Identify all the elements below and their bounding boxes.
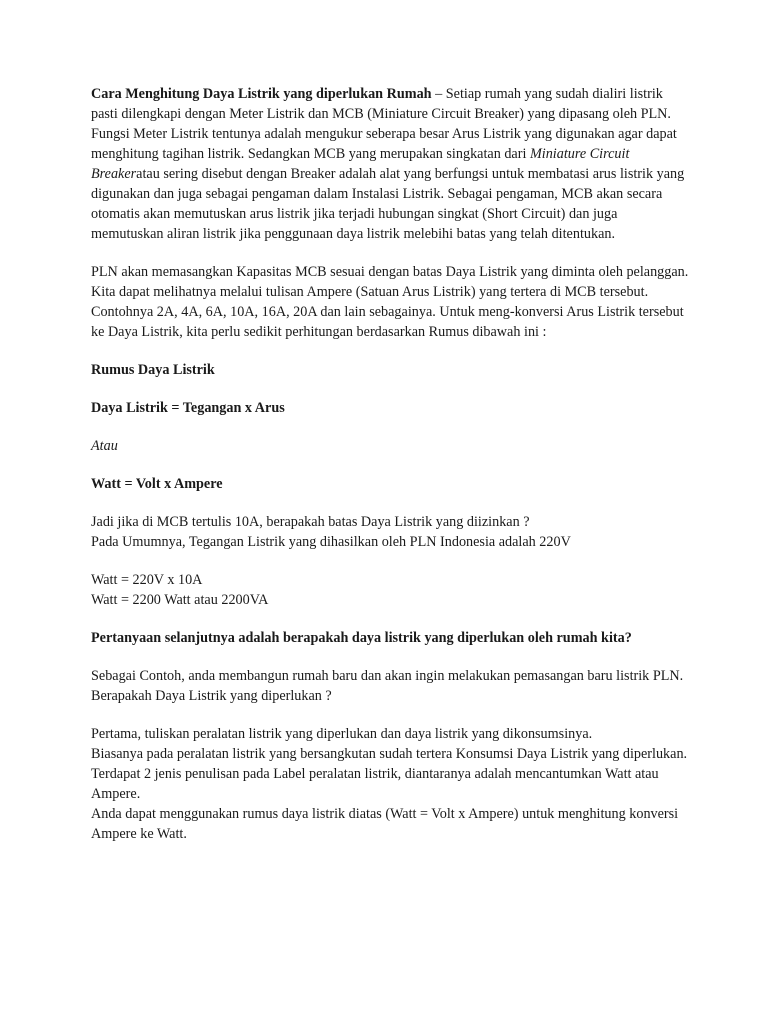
pertama-paragraph: Pertama, tuliskan peralatan listrik yang diperlukan dan daya listrik yang dikonsumsinya. [91,726,593,742]
intro-text: – Setiap rumah yang sudah dialiri listrik pasti dilengkapi dengan Meter Listrik dan MCB (Miniature Circuit Breaker) yang dipasang oleh PLN. Fungsi Meter Listrik tentunya adalah mengukur seberapa besar Arus Listrik yang digunakan agar dapat menghitung tagihan listrik. Sedangkan MCB yang merupakan singkatan dari [91,86,677,162]
mcb-italic-term: Miniature Circuit Breaker [91,146,630,182]
question-heading: Pertanyaan selanjutnya adalah berapakah daya listrik yang diperlukan oleh rumah kita? [91,630,632,646]
rumus-heading: Rumus Daya Listrik [91,362,215,378]
formula-watt: Watt = Volt x Ampere [91,476,223,492]
contoh-paragraph: Sebagai Contoh, anda membangun rumah baru dan akan ingin melakukan pemasangan baru listrik PLN. Berapakah Daya Listrik yang diperlukan ? [91,668,684,704]
calc-line-2: Watt = 2200 Watt atau 2200VA [91,592,269,608]
biasanya-paragraph: Biasanya pada peralatan listrik yang bersangkutan sudah tertera Konsumsi Daya Listrik yang diperlukan. Terdapat 2 jenis penulisan pada Label peralatan listrik, diantaranya adalah mencantumkan Watt atau Ampere. [91,746,688,802]
pln-paragraph: PLN akan memasangkan Kapasitas MCB sesuai dengan batas Daya Listrik yang diminta oleh pelanggan. Kita dapat melihatnya melalui tulisan Ampere (Satuan Arus Listrik) yang tertera di MCB tersebut. Contohnya 2A, 4A, 6A, 10A, 16A, 20A dan lain sebagainya. Untuk meng-konversi Arus Listrik tersebut ke Daya Listrik, kita perlu sedikit perhitungan berdasarkan Rumus dibawah ini : [91,264,689,340]
document-page [91,84,691,844]
calc-line-1: Watt = 220V x 10A [91,572,203,588]
atau-text: Atau [91,438,118,454]
intro-text-continued: atau sering disebut dengan Breaker adalah alat yang berfungsi untuk membatasi arus listrik yang digunakan dan juga sebagai pengaman dalam Instalasi Listrik. Sebagai pengaman, MCB akan secara otomatis akan memutuskan arus listrik jika terjadi hubungan singkat (Short Circuit) dan juga memutuskan aliran listrik jika penggunaan daya listrik melebihi batas yang telah ditentukan. [91,166,685,242]
intro-paragraph [91,84,691,244]
article-title: Cara Menghitung Daya Listrik yang diperlukan Rumah [91,86,432,102]
example-line-1: Jadi jika di MCB tertulis 10A, berapakah batas Daya Listrik yang diizinkan ? [91,514,530,530]
anda-paragraph: Anda dapat menggunakan rumus daya listrik diatas (Watt = Volt x Ampere) untuk menghitung konversi Ampere ke Watt. [91,806,679,842]
example-line-2: Pada Umumnya, Tegangan Listrik yang dihasilkan oleh PLN Indonesia adalah 220V [91,534,571,550]
formula-daya-listrik: Daya Listrik = Tegangan x Arus [91,400,285,416]
